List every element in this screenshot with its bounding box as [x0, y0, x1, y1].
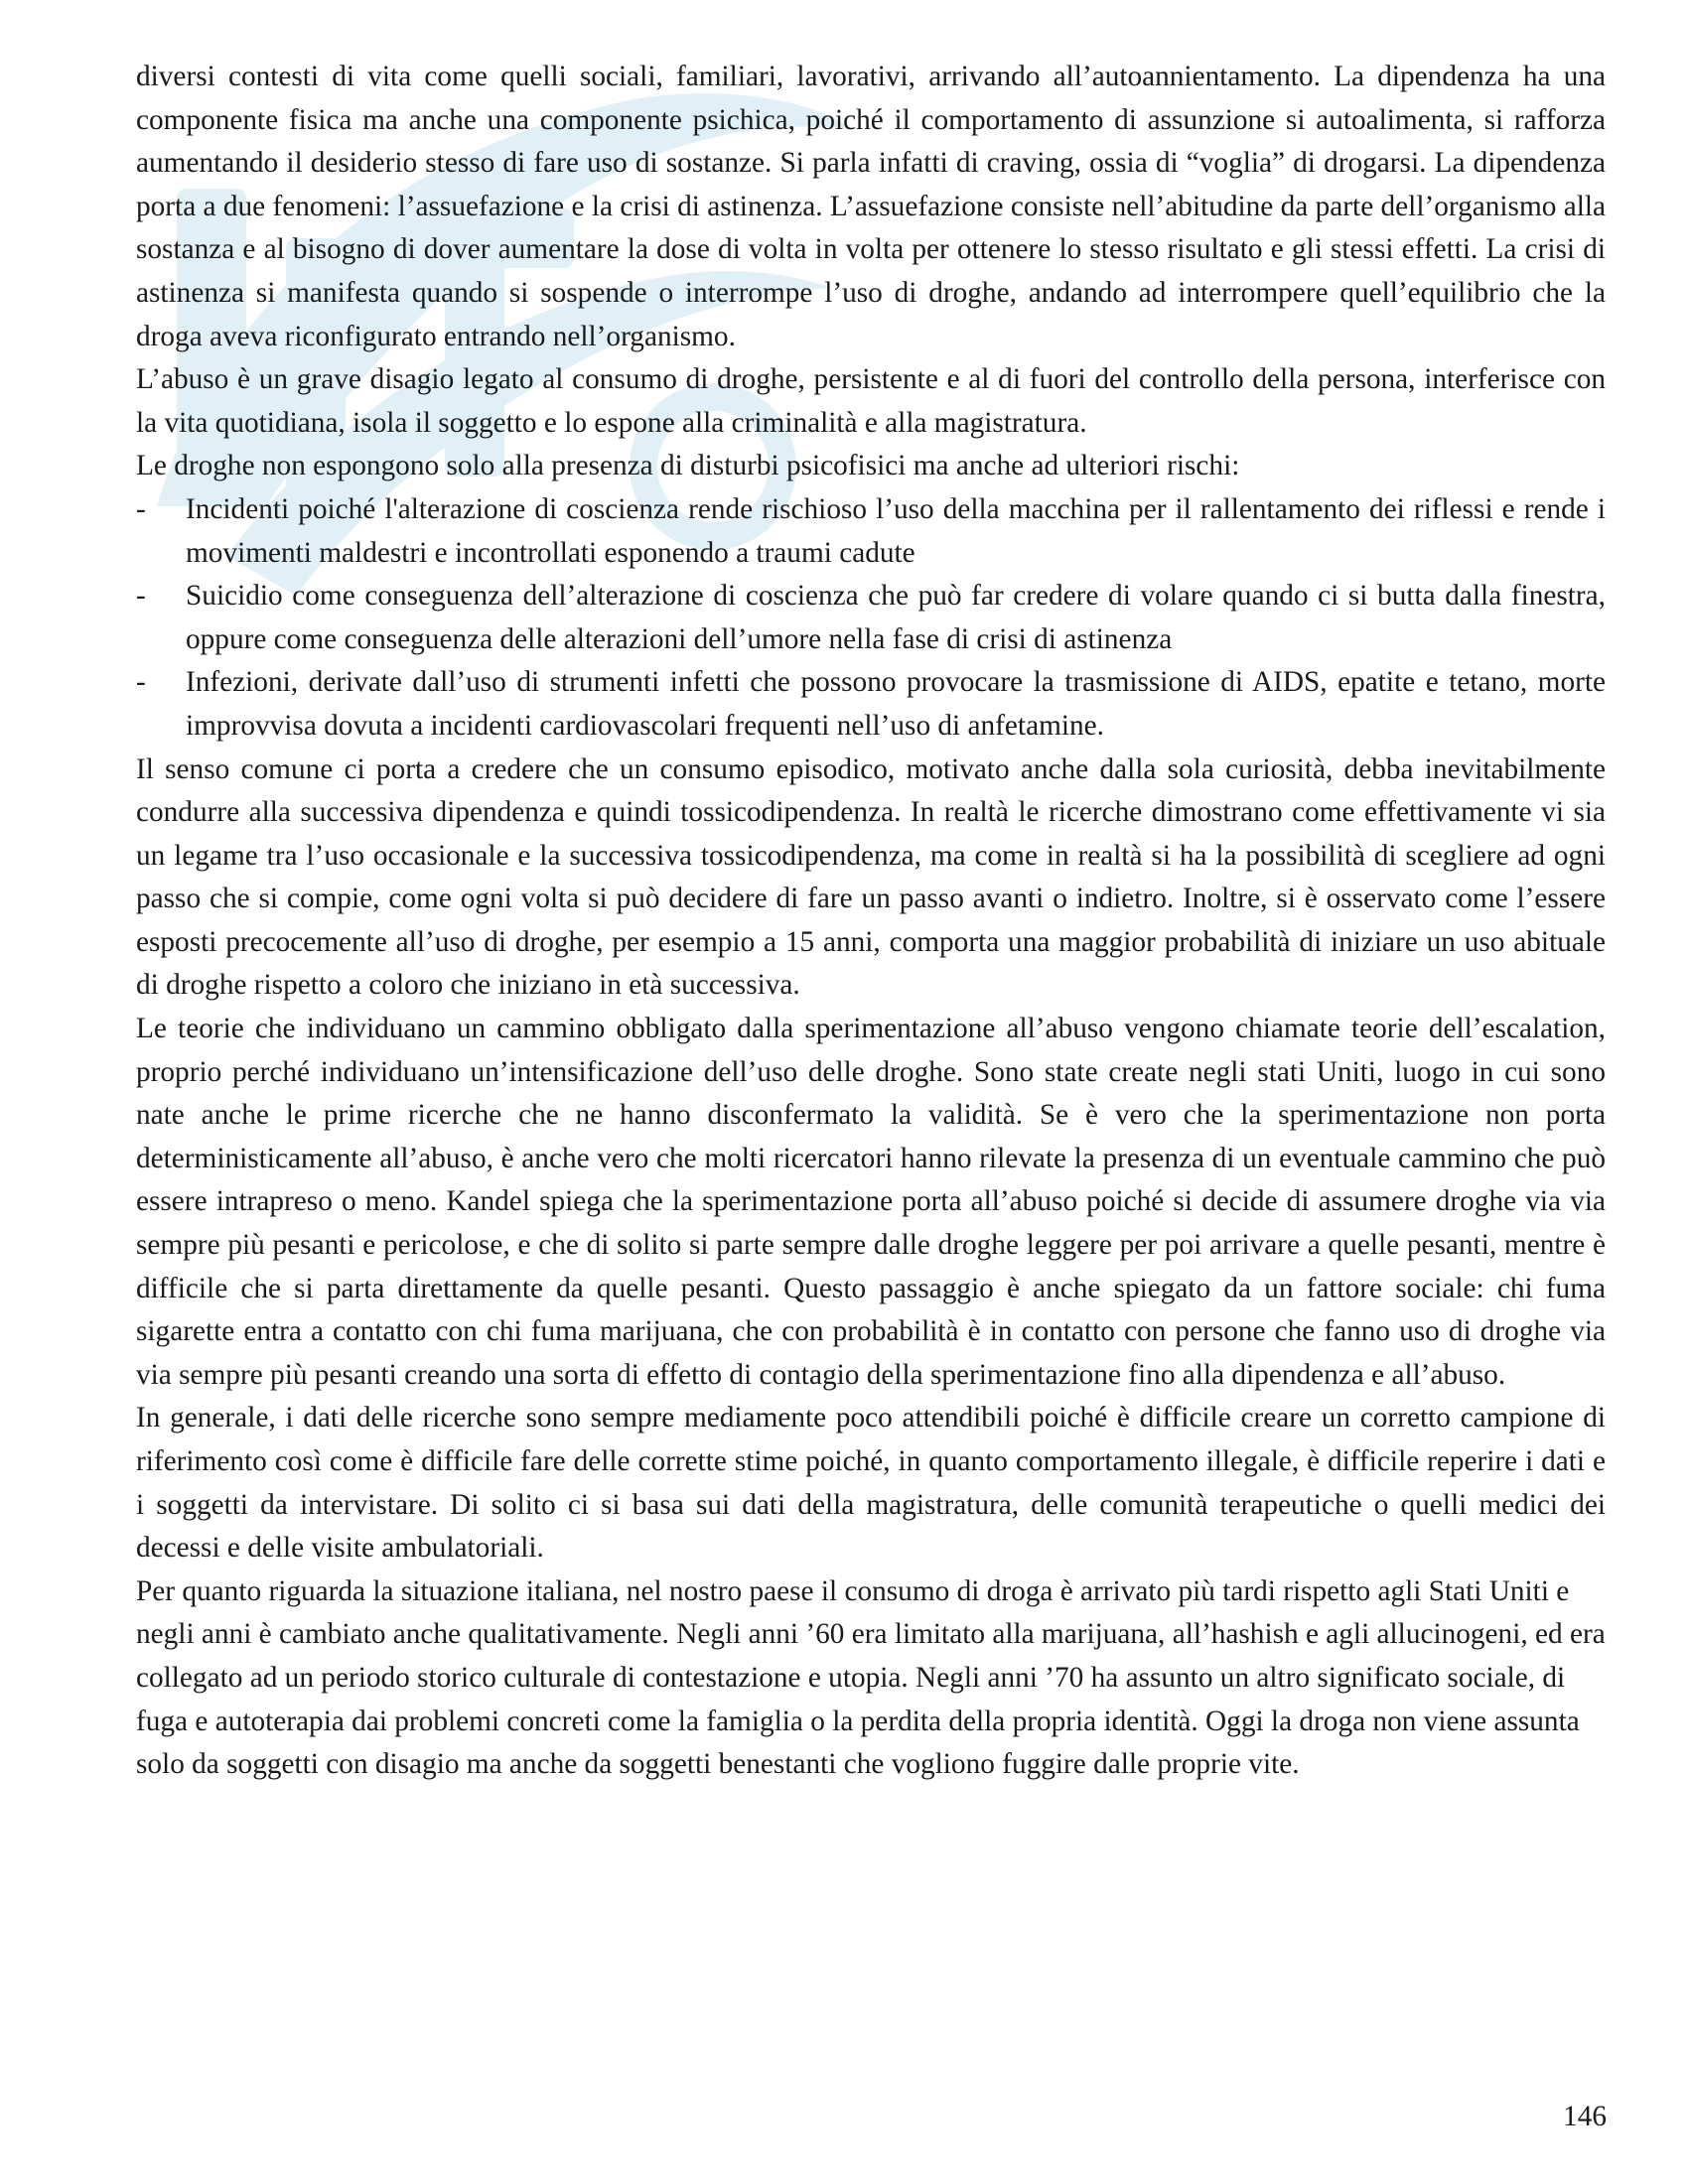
paragraph-abuse: L’abuso è un grave disagio legato al consumo di droghe, persistente e al di fuori del controllo della persona, interferisce con la vita quotidiana, isola il soggetto e lo espone alla criminalità e alla magistratura.: [136, 363, 1606, 439]
bullet-marker: -: [136, 492, 146, 525]
list-item-text: Suicidio come conseguenza dell’alterazione di coscienza che può far credere di volare quando ci si butta dalla finestra, oppure come conseguenza delle alterazioni dell’umore nella fase di crisi di astinenza: [186, 580, 1606, 655]
bullet-marker: -: [136, 666, 146, 699]
list-item-text: Incidenti poiché l'alterazione di coscienza rende rischioso l’uso della macchina per il rallentamento dei riflessi e rende i movimenti maldestri e incontrollati esponendo a traumi cadute: [186, 492, 1606, 569]
paragraph-escalation: Le teorie che individuano un cammino obbligato dalla sperimentazione all’abuso vengono chiamate teorie dell’escalation, proprio perché individuano un’intensificazione dell’uso delle droghe. Sono state create negli stati Uniti, luogo in cui sono nate anche le prime ricerche che ne hanno disconfermato la validità. Se è vero che la sperimentazione non porta deterministicamente all’abuso, è anche vero che molti ricercatori hanno rilevate la presenza di un eventuale cammino che può essere intrapreso o meno. Kandel spiega che la sperimentazione porta all’abuso poiché si decide di assumere droghe via via sempre più pesanti e pericolose, e che di solito si parte sempre dalle droghe leggere per poi arrivare a quelle pesanti, mentre è difficile che si parta direttamente da quelle pesanti. Questo passaggio è anche spiegato da un fattore sociale: chi fuma sigarette entra a contatto con chi fuma marijuana, che con probabilità è in contatto con persone che fanno uso di droghe via via sempre più pesanti creando una sorta di effetto di contagio della sperimentazione fino alla dipendenza e all’abuso.: [136, 1013, 1606, 1391]
document-body: [136, 56, 1606, 1787]
list-item-text: Infezioni, derivate dall’uso di strumenti infetti che possono provocare la trasmissione di AIDS, epatite e tetano, morte improvvisa dovuta a incidenti cardiovascolari frequenti nell’uso di anfetamine.: [186, 666, 1606, 742]
list-item: [136, 488, 1606, 575]
paragraph-addiction: diversi contesti di vita come quelli sociali, familiari, lavorativi, arrivando all’autoannientamento. La dipendenza ha una componente fisica ma anche una componente psichica, poiché il comportamento di assunzione si autoalimenta, si rafforza aumentando il desiderio stesso di fare uso di sostanze. Si parla infatti di craving, ossia di “voglia” di drogarsi. La dipendenza porta a due fenomeni: l’assuefazione e la crisi di astinenza. L’assuefazione consiste nell’abitudine da parte dell’organismo alla sostanza e al bisogno di dover aumentare la dose di volta in volta per ottenere lo stesso risultato e gli stessi effetti. La crisi di astinenza si manifesta quando si sospende o interrompe l’uso di droghe, andando ad interrompere quell’equilibrio che la droga aveva riconfigurato entrando nell’organismo.: [136, 61, 1606, 352]
risks-list: [136, 488, 1606, 749]
list-item: [136, 661, 1606, 748]
paragraph-risks-intro: Le droghe non espongono solo alla presenza di disturbi psicofisici ma anche ad ulteriori rischi:: [136, 450, 1240, 482]
page-number: 146: [1563, 2101, 1607, 2132]
list-item: [136, 575, 1606, 661]
paragraph-research-data: In generale, i dati delle ricerche sono sempre mediamente poco attendibili poiché è difficile creare un corretto campione di riferimento così come è difficile fare delle corrette stime poiché, in quanto comportamento illegale, è difficile reperire i dati e i soggetti da intervistare. Di solito ci si basa sui dati della magistratura, delle comunità terapeutiche o quelli medici dei decessi e delle visite ambulatoriali.: [136, 1402, 1606, 1565]
paragraph-common-sense: Il senso comune ci porta a credere che un consumo episodico, motivato anche dalla sola curiosità, debba inevitabilmente condurre alla successiva dipendenza e quindi tossicodipendenza. In realtà le ricerche dimostrano come effettivamente vi sia un legame tra l’uso occasionale e la successiva tossicodipendenza, ma come in realtà si ha la possibilità di scegliere ad ogni passo che si compie, come ogni volta si può decidere di fare un passo avanti o indietro. Inoltre, si è osservato come l’essere esposti precocemente all’uso di droghe, per esempio a 15 anni, comporta una maggior probabilità di iniziare un uso abituale di droghe rispetto a coloro che iniziano in età successiva.: [136, 752, 1606, 1002]
bullet-marker: -: [136, 580, 146, 613]
paragraph-italian-situation: Per quanto riguarda la situazione italiana, nel nostro paese il consumo di droga è arrivato più tardi rispetto agli Stati Uniti e negli anni è cambiato anche qualitativamente. Negli anni ’60 era limitato alla marijuana, all’hashish e agli allucinogeni, ed era collegato ad un periodo storico culturale di contestazione e utopia. Negli anni ’70 ha assunto un altro significato sociale, di fuga e autoterapia dai problemi concreti come la famiglia o la perdita della propria identità. Oggi la droga non viene assunta solo da soggetti con disagio ma anche da soggetti benestanti che vogliono fuggire dalle proprie vite.: [136, 1574, 1606, 1781]
